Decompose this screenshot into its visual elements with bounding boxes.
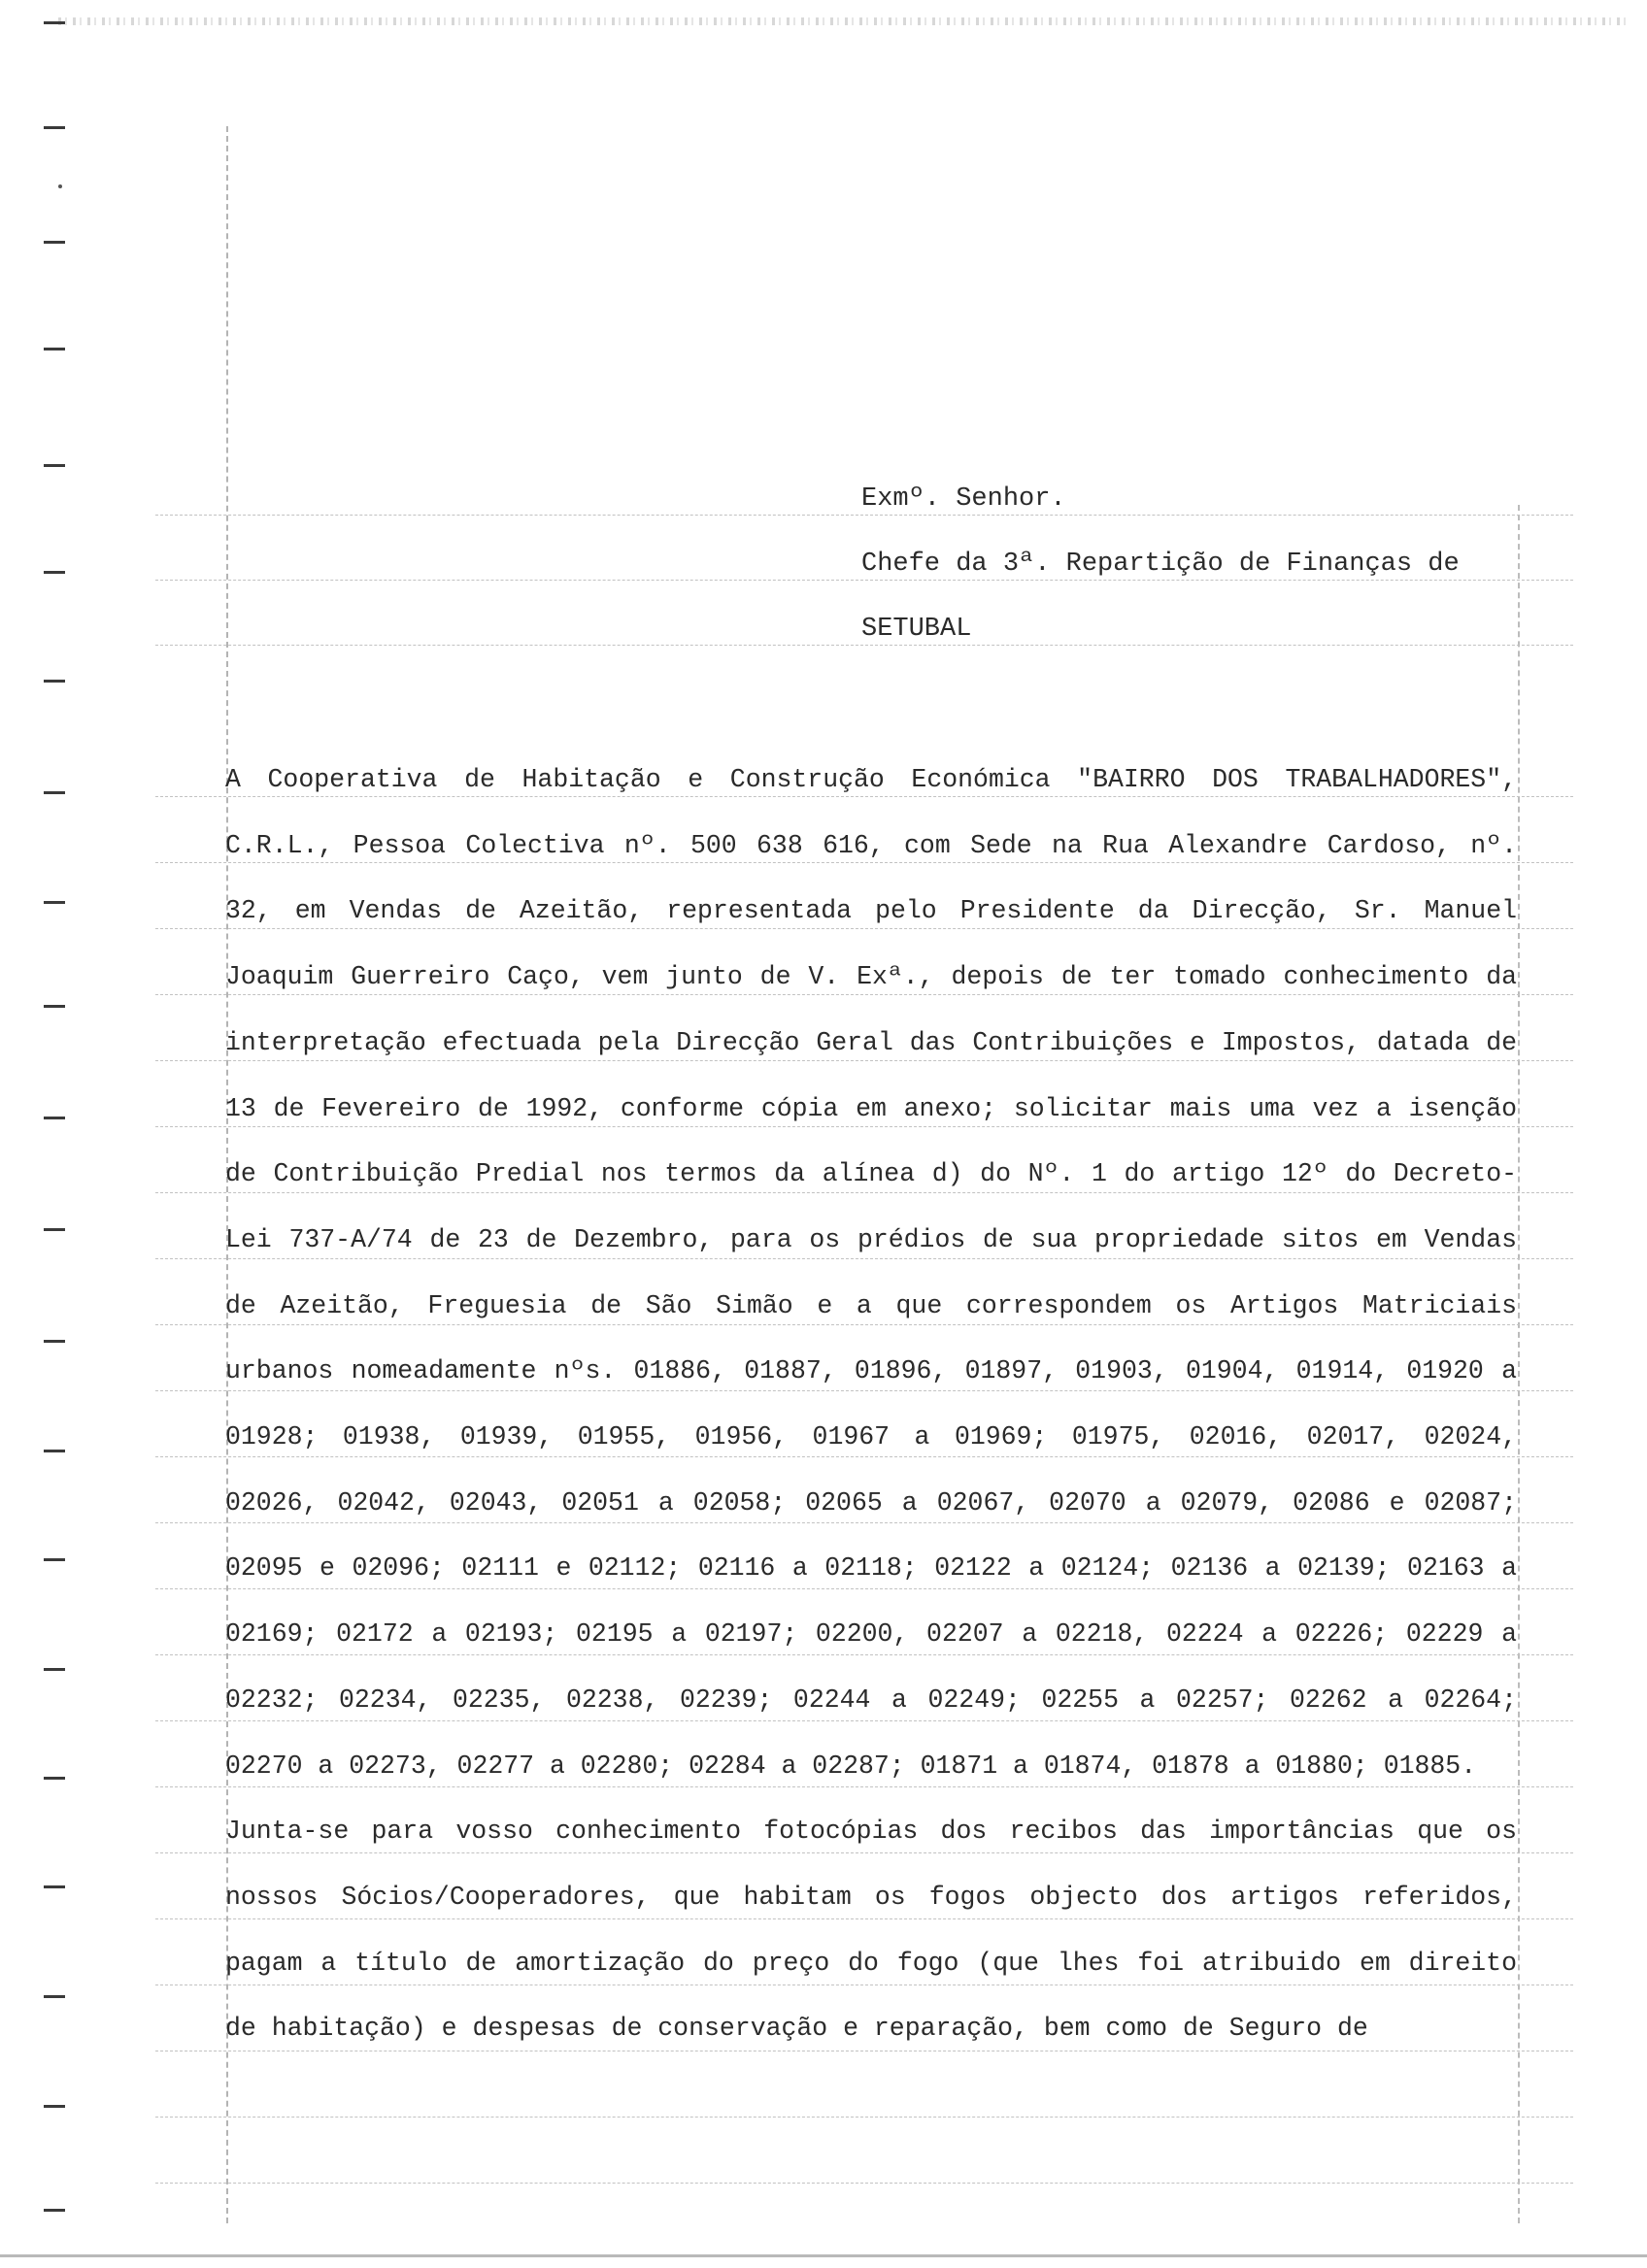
margin-tick [44, 1005, 65, 1008]
addressee-salutation: Exmº. Senhor. [861, 484, 1066, 514]
body-paragraph-2: Junta-se para vosso conhecimento fotocópias dos recibos das importâncias que os nossos Sócios/Cooperadores, que habitam os fogos objecto dos artigos referidos, pagam a título de amortização do preço do fogo (que lhes foi atribuido em direito de habitação) e despesas de conservação e reparação, bem como de Seguro de [225, 1817, 1517, 2044]
addressee-city: SETUBAL [861, 615, 972, 644]
margin-tick [44, 1777, 65, 1780]
margin-tick [44, 464, 65, 467]
margin-tick [44, 1228, 65, 1231]
margin-tick [44, 2209, 65, 2212]
margin-tick [44, 126, 65, 129]
margin-tick [44, 1995, 65, 1998]
margin-tick [44, 680, 65, 683]
margin-tick [44, 571, 65, 574]
scan-noise-strip [58, 17, 1631, 25]
margin-tick [44, 2105, 65, 2108]
margin-tick [44, 1885, 65, 1888]
letter-body [225, 748, 1517, 2062]
margin-tick [44, 1340, 65, 1343]
body-paragraph-1: A Cooperativa de Habitação e Construção Económica "BAIRRO DOS TRABALHADORES", C.R.L., Pessoa Colectiva nº. 500 638 616, com Sede na Rua Alexandre Cardoso, nº. 32, em Vendas de Azeitão, representada pelo Presidente da Direcção, Sr. Manuel Joaquim Guerreiro Caço, vem junto de V. Exª., depois de ter tomado conhecimento da interpretação efectuada pela Direcção Geral das Contribuições e Impostos, datada de 13 de Fevereiro de 1992, conforme cópia em anexo; solicitar mais uma vez a isenção de Contribuição Predial nos termos da alínea d) do Nº. 1 do artigo 12º do Decreto-Lei 737-A/74 de 23 de Dezembro, para os prédios de sua propriedade sitos em Vendas de Azeitão, Freguesia de São Simão e a que correspondem os Artigos Matriciais urbanos nomeadamente nºs. 01886, 01887, 01896, 01897, 01903, 01904, 01914, 01920 a 01928; 01938, 01939, 01955, 01956, 01967 a 01969; 01975, 02016, 02017, 02024, 02026, 02042, 02043, 02051 a 02058; 02065 a 02067, 02070 a 02079, 02086 e 02087; 02095 e 02096; 02111 e 02112; 02116 a 02118; 02122 a 02124; 02136 a 02139; 02163 a 02169; 02172 a 02193; 02195 a 02197; 02200, 02207 a 02218, 02224 a 02226; 02229 a 02232; 02234, 02235, 02238, 02239; 02244 a 02249; 02255 a 02257; 02262 a 02264; 02270 a 02273, 02277 a 02280; 02284 a 02287; 01871 a 01874, 01878 a 01880; 01885. [225, 765, 1517, 1781]
margin-tick [44, 21, 65, 24]
margin-tick [44, 1668, 65, 1671]
addressee-title: Chefe da 3ª. Repartição de Finanças de [861, 550, 1460, 579]
ruled-line [155, 2183, 1573, 2184]
margin-tick [44, 791, 65, 794]
ruled-line [155, 2117, 1573, 2118]
margin-dot [58, 184, 62, 188]
margin-tick [44, 241, 65, 244]
page-bottom-edge [0, 2254, 1647, 2257]
margin-tick [44, 901, 65, 904]
margin-tick [44, 1558, 65, 1561]
margin-tick [44, 348, 65, 350]
right-margin-rule [1518, 505, 1520, 2223]
margin-tick [44, 1450, 65, 1452]
margin-tick [44, 1117, 65, 1119]
